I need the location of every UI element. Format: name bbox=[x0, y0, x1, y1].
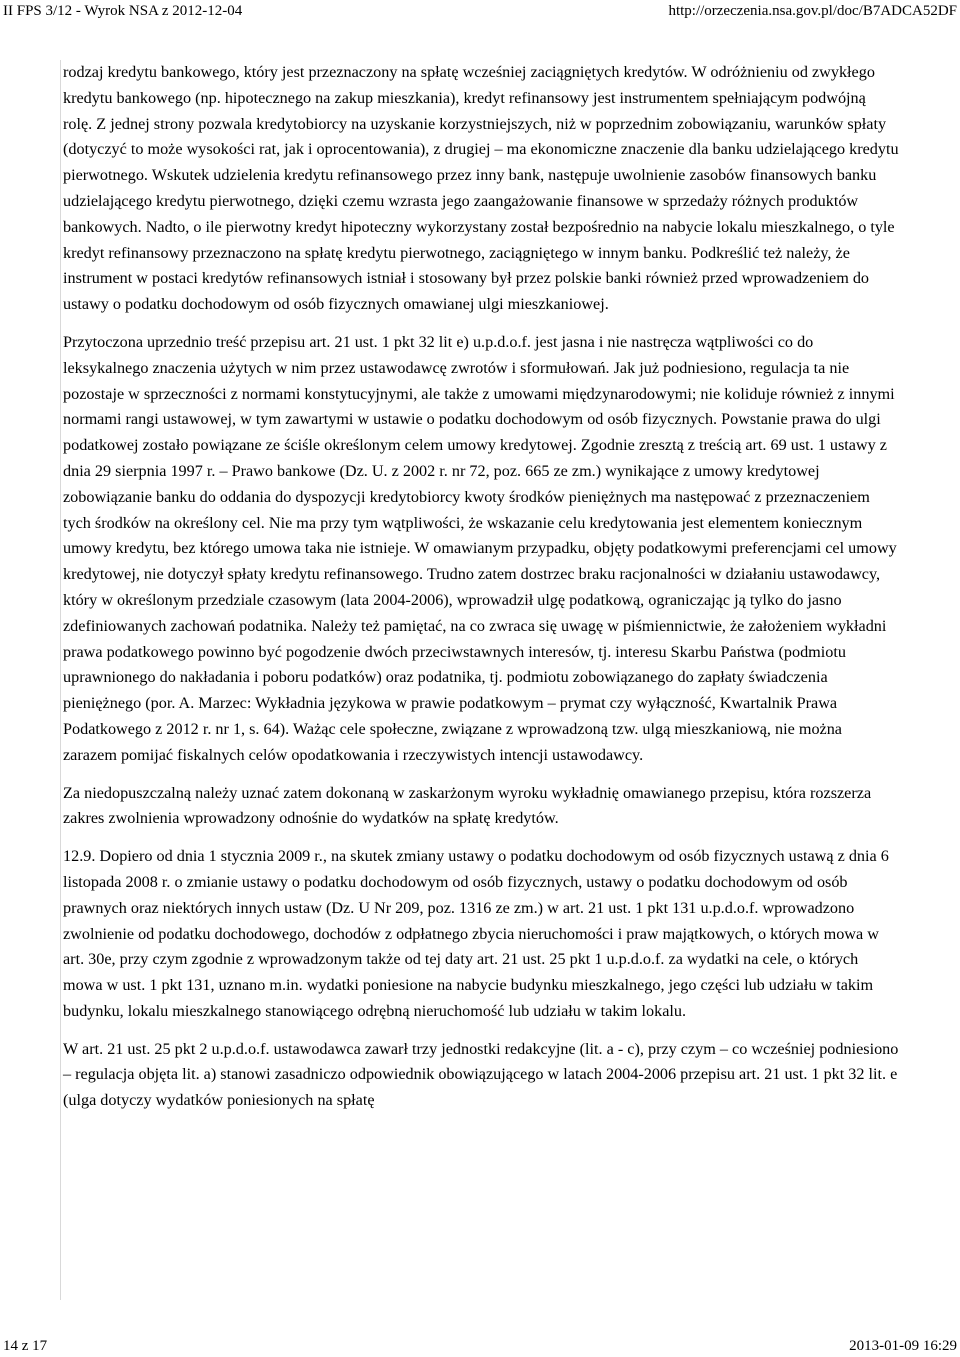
paragraph-refinancing-credit: rodzaj kredytu bankowego, który jest przeznaczony na spłatę wcześniej zaciągniętych kredytów. W odróżnieniu od zwykłego kredytu bankowego (np. hipotecznego na zakup mieszkania), kredyt refinansowy jest instrumentem spełniającym podwójną rolę. Z jednej strony pozwala kredytobiorcy na uzyskanie korzystniejszych, niż w poprzednim zobowiązaniu, warunków spłaty (dotyczyć to może wysokości rat, jak i oprocentowania), z drugiej – ma ekonomiczne znaczenie dla banku udzielającego kredytu pierwotnego. Wskutek udzielenia kredytu refinansowego przez inny bank, następuje uwolnienie zasobów finansowych banku udzielającego kredytu pierwotnego, dzięki czemu wzrasta jego zaangażowanie finansowe w sprzedaży różnych produktów bankowych. Nadto, o ile pierwotny kredyt hipoteczny wykorzystany został bezpośrednio na nabycie lokalu mieszkalnego, o tyle kredyt refinansowy przeznaczono na spłatę kredytu pierwotnego, zaciągniętego w innym banku. Podkreślić też należy, że instrument w postaci kredytów refinansowych istniał i stosowany był przez polskie banki również przed wprowadzeniem do ustawy o podatku dochodowym od osób fizycznych omawianej ulgi mieszkaniowej. bbox=[63, 63, 899, 314]
print-header bbox=[0, 0, 960, 22]
document-body bbox=[60, 60, 901, 1300]
print-timestamp: 2013-01-09 16:29 bbox=[849, 1338, 957, 1354]
document-url: http://orzeczenia.nsa.gov.pl/doc/B7ADCA52DF bbox=[668, 3, 957, 19]
paragraph-12-9: 12.9. Dopiero od dnia 1 stycznia 2009 r., na skutek zmiany ustawy o podatku dochodowym od osób fizycznych ustawą z dnia 6 listopada 2008 r. o zmianie ustawy o podatku dochodowym od osób fizycznych, ustawy o podatku dochodowym od osób prawnych oraz niektórych innych ustaw (Dz. U Nr 209, poz. 1316 ze zm.) w art. 21 ust. 1 pkt 131 u.p.d.o.f. wprowadzono zwolnienie od podatku dochodowego, dochodów z odpłatnego zbycia nieruchomości i praw majątkowych, o których mowa w art. 30e, przy czym zgodnie z wprowadzonym także od tej daty art. 21 ust. 25 pkt 1 u.p.d.o.f. za wydatki na cele, o których mowa w ust. 1 pkt 131, uznano m.in. wydatki poniesione na nabycie budynku mieszkalnego, jego części lub udziału w takim budynku, lokalu mieszkalnego stanowiącego odrębną nieruchomość lub udziału w takim lokalu. bbox=[63, 847, 889, 1020]
paragraph-art-21-ust-25: W art. 21 ust. 25 pkt 2 u.p.d.o.f. ustawodawca zawarł trzy jednostki redakcyjne (lit. a - c), przy czym – co wcześniej podniesiono – regulacja objęta lit. a) stanowi zasadniczo odpowiednik obowiązującego w latach 2004-2006 przepisu art. 21 ust. 1 pkt 32 lit. e (ulga dotyczy wydatków poniesionych na spłatę bbox=[63, 1039, 899, 1110]
print-footer bbox=[0, 1336, 960, 1356]
document-title: II FPS 3/12 - Wyrok NSA z 2012-12-04 bbox=[3, 3, 243, 19]
paragraph-conclusion: Za niedopuszczalną należy uznać zatem dokonaną w zaskarżonym wyroku wykładnię omawianego przepisu, która rozszerza zakres zwolnienia wprowadzony odnośnie do wydatków na spłatę kredytów. bbox=[63, 783, 872, 828]
page-number: 14 z 17 bbox=[3, 1338, 48, 1354]
paragraph-statutory-interpretation: Przytoczona uprzednio treść przepisu art. 21 ust. 1 pkt 32 lit e) u.p.d.o.f. jest jasna i nie nastręcza wątpliwości co do leksykalnego znaczenia użytych w nim przez ustawodawcę zwrotów i sformułowań. Jak już podniesiono, regulacja ta nie pozostaje w sprzeczności z normami konstytucyjnymi, ale także z umowami międzynarodowymi; nie koliduje również z innymi normami rangi ustawowej, w tym zawartymi w ustawie o podatku dochodowym od osób fizycznych. Powstanie prawa do ulgi podatkowej zostało powiązane ze ściśle określonym celem umowy kredytowej. Zgodnie zresztą z treścią art. 69 ust. 1 ustawy z dnia 29 sierpnia 1997 r. – Prawo bankowe (Dz. U. z 2002 r. nr 72, poz. 665 ze zm.) wynikające z umowy kredytowej zobowiązanie banku do oddania do dyspozycji kredytobiorcy kwoty środków pieniężnych ma następować z przeznaczeniem tych środków na określony cel. Nie ma przy tym wątpliwości, że wskazanie celu kredytowania jest elementem koniecznym umowy kredytu, bez którego umowa taka nie istnieje. W omawianym przypadku, objęty podatkowymi preferencjami cel umowy kredytowej, nie dotyczył spłaty kredytu refinansowego. Trudno zatem dostrzec braku racjonalności w działaniu ustawodawcy, który w określonym przedziale czasowym (lata 2004-2006), wprowadził ulgę podatkową, ograniczając ją tylko do jasno zdefiniowanych zachowań podatnika. Należy też pamiętać, na co zwraca się uwagę w piśmiennictwie, że założeniem wykładni prawa podatkowego powinno być pogodzenie dwóch przeciwstawnych interesów, tj. interesu Skarbu Państwa (podmiotu uprawnionego do nakładania i poboru podatków) oraz podatnika, tj. podmiotu zobowiązanego do zapłaty świadczenia pieniężnego (por. A. Marzec: Wykładnia językowa w prawie podatkowym – prymat czy wyłączność, Kwartalnik Prawa Podatkowego z 2012 r. nr 1, s. 64). Ważąc cele społeczne, związane z wprowadzoną tzw. ulgą mieszkaniową, nie można zarazem pomijać fiskalnych celów opodatkowania i rzeczywistych intencji ustawodawcy. bbox=[63, 332, 897, 764]
document-text bbox=[61, 60, 899, 1114]
